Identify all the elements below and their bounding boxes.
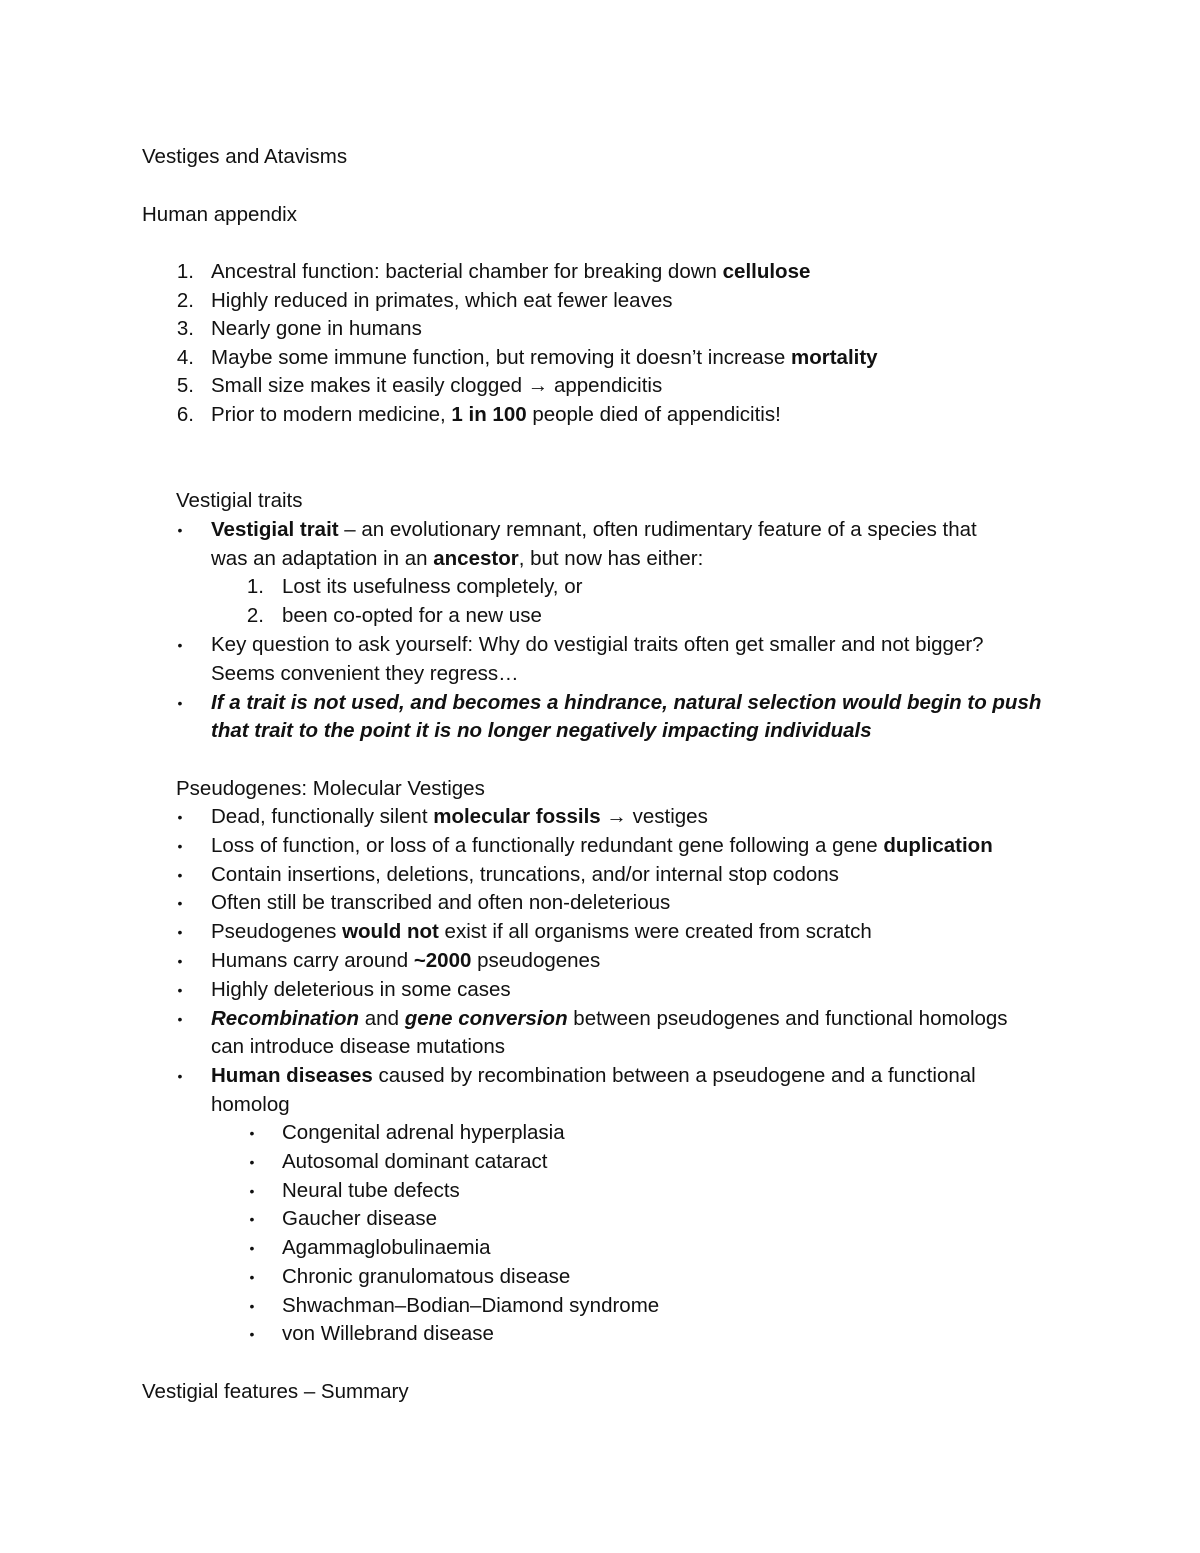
item-text: Pseudogenes (211, 920, 343, 943)
item-text: Loss of function, or loss of a functionally redundant gene following a gene (211, 834, 884, 857)
item-bold-text: mortality (790, 346, 878, 369)
item-text: Congenital adrenal hyperplasia (282, 1121, 565, 1144)
item-text: been co-opted for a new use (282, 604, 542, 627)
bullet-icon: • (177, 522, 183, 538)
item-bold-text: ancestor (433, 547, 519, 570)
list-item-continuation: Seems convenient they regress… (211, 662, 519, 685)
bullet-icon: • (249, 1154, 255, 1170)
item-text: people died of appendicitis! (526, 403, 781, 426)
bullet-icon: • (249, 1326, 255, 1342)
bullet-icon: • (177, 982, 183, 998)
item-text: and (359, 1007, 405, 1030)
item-text: Small size makes it easily clogged (211, 374, 528, 397)
item-text: was an adaptation in an (211, 547, 434, 570)
item-bold-italic-text: Recombination (211, 1007, 360, 1030)
doc-title: Vestiges and Atavisms (142, 145, 348, 168)
item-text: Lost its usefulness completely, or (282, 575, 583, 598)
item-bold-italic-text: gene conversion (404, 1007, 568, 1030)
item-text: Maybe some immune function, but removing it doesn’t increase (211, 346, 791, 369)
item-number: 1. (176, 260, 194, 283)
item-number: 2. (246, 604, 264, 627)
item-text: appendicitis (548, 374, 663, 397)
item-bold-text: duplication (883, 834, 993, 857)
item-bold-text: would not (342, 920, 439, 943)
summary-heading: Vestigial features – Summary (142, 1380, 409, 1403)
item-number: 5. (176, 374, 194, 397)
item-text: Neural tube defects (282, 1179, 460, 1202)
item-text: Prior to modern medicine, (211, 403, 452, 426)
item-text: caused by recombination between a pseudogene and a functional (372, 1064, 976, 1087)
item-text: Chronic granulomatous disease (282, 1265, 571, 1288)
term: Vestigial trait (211, 518, 339, 541)
item-text: between pseudogenes and functional homologs (567, 1007, 1008, 1030)
item-text: Humans carry around (211, 949, 414, 972)
item-bold-text: molecular fossils (433, 805, 601, 828)
item-text: – an evolutionary remnant, often rudimentary feature of a species that (338, 518, 977, 541)
item-number: 2. (176, 289, 194, 312)
bullet-icon: • (249, 1211, 255, 1227)
arrow-icon: → (527, 374, 549, 397)
item-bold-text: 1 in 100 (451, 403, 527, 426)
item-text: Autosomal dominant cataract (282, 1150, 548, 1173)
item-number: 1. (246, 575, 264, 598)
vestigial-heading: Vestigial traits (176, 489, 303, 512)
item-text: , but now has either: (518, 547, 704, 570)
item-number: 3. (176, 317, 194, 340)
item-text: Shwachman–Bodian–Diamond syndrome (282, 1294, 660, 1317)
list-item-continuation: homolog (211, 1093, 290, 1116)
bullet-icon: • (177, 1068, 183, 1084)
bullet-icon: • (249, 1269, 255, 1285)
list-item-continuation: can introduce disease mutations (211, 1035, 506, 1058)
item-text: Highly deleterious in some cases (211, 978, 511, 1001)
pseudogenes-heading: Pseudogenes: Molecular Vestiges (176, 777, 485, 800)
item-text: Often still be transcribed and often non-deleterious (211, 891, 671, 914)
bullet-icon: • (249, 1125, 255, 1141)
list-item-continuation: that trait to the point it is no longer negatively impacting individuals (211, 719, 872, 742)
bullet-icon: • (177, 809, 183, 825)
item-number: 4. (176, 346, 194, 369)
bullet-icon: • (177, 895, 183, 911)
bullet-icon: • (177, 924, 183, 940)
item-text: Key question to ask yourself: Why do vestigial traits often get smaller and not bigger? (211, 633, 984, 656)
bullet-icon: • (249, 1183, 255, 1199)
bullet-icon: • (249, 1298, 255, 1314)
item-bold-text: Human diseases (211, 1064, 373, 1087)
item-text: vestiges (632, 805, 708, 828)
item-text: Highly reduced in primates, which eat fewer leaves (211, 289, 673, 312)
bullet-icon: • (177, 867, 183, 883)
appendix-heading: Human appendix (142, 203, 297, 226)
item-bold-text: cellulose (722, 260, 811, 283)
item-text: Agammaglobulinaemia (282, 1236, 491, 1259)
bullet-icon: • (177, 695, 183, 711)
list-item-continuation (211, 545, 703, 573)
item-text: Dead, functionally silent (211, 805, 434, 828)
bullet-icon: • (177, 1011, 183, 1027)
item-number: 6. (176, 403, 194, 426)
item-text: Ancestral function: bacterial chamber for breaking down (211, 260, 723, 283)
item-text: If a trait is not used, and becomes a hindrance, natural selection would begin to push (211, 691, 1042, 714)
bullet-icon: • (177, 637, 183, 653)
bullet-icon: • (249, 1240, 255, 1256)
item-text: von Willebrand disease (282, 1322, 494, 1345)
arrow-icon: → (600, 805, 633, 828)
item-bold-text: ~2000 (413, 949, 472, 972)
bullet-icon: • (177, 953, 183, 969)
item-text: pseudogenes (471, 949, 601, 972)
item-text: Nearly gone in humans (211, 317, 422, 340)
bullet-icon: • (177, 838, 183, 854)
item-text: Contain insertions, deletions, truncations, and/or internal stop codons (211, 863, 839, 886)
item-text: exist if all organisms were created from scratch (438, 920, 872, 943)
item-text: Gaucher disease (282, 1207, 437, 1230)
